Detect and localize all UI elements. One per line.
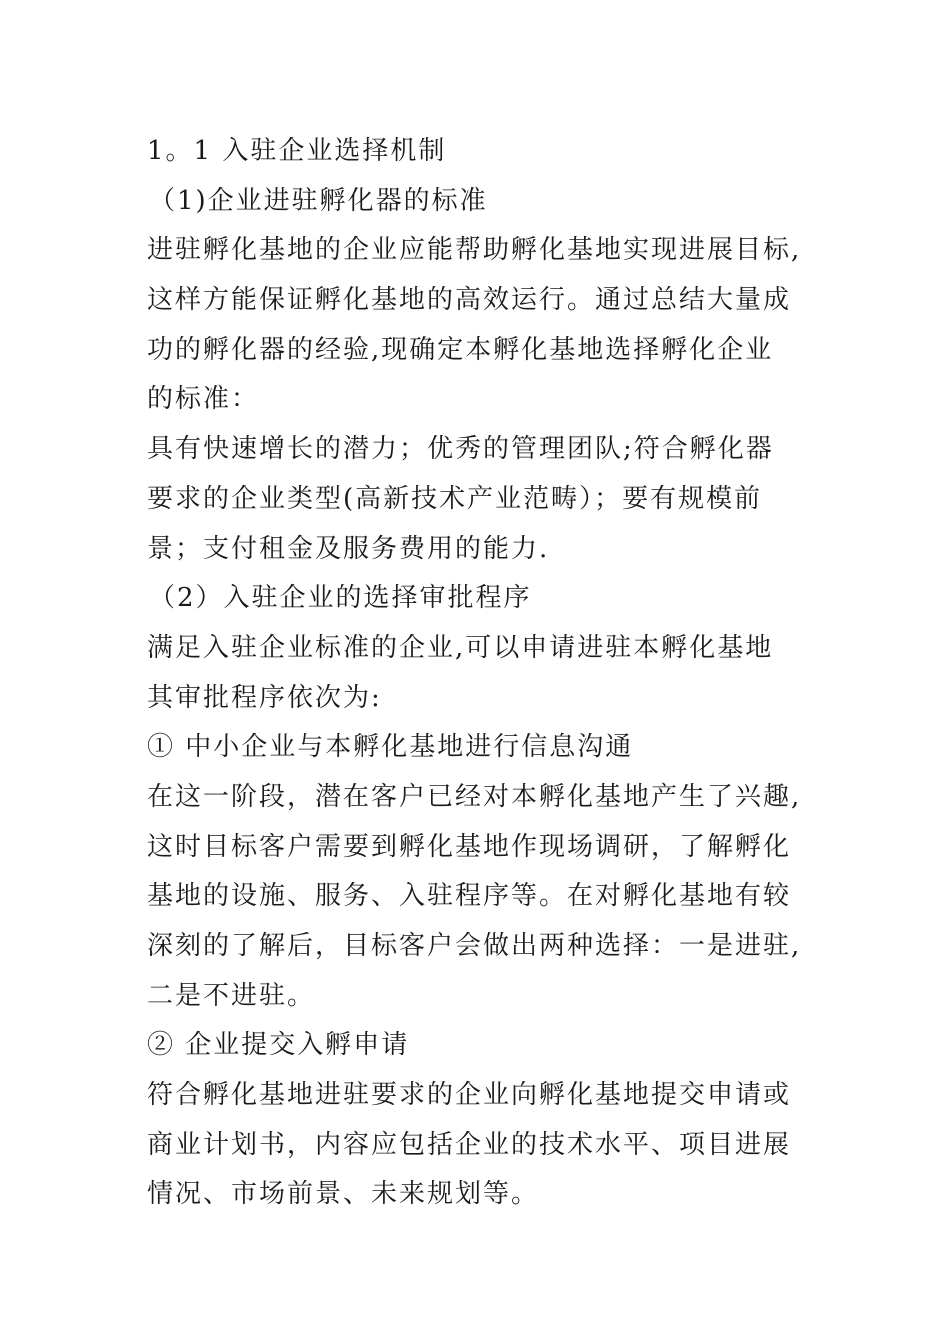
paragraph-line: 情况、市场前景、未来规划等。	[147, 1179, 540, 1210]
paragraph-line: 其审批程序依次为:	[147, 682, 382, 713]
paragraph-line: 功的孵化器的经验,现确定本孵化基地选择孵化企业	[147, 334, 774, 365]
paragraph-line: 深刻的了解后，目标客户会做出两种选择：一是进驻,	[147, 931, 802, 961]
paragraph-line: 满足入驻企业标准的企业,可以申请进驻本孵化基地	[147, 632, 774, 663]
paragraph-line: 要求的企业类型(高新技术产业范畴）；要有规模前	[147, 483, 763, 514]
section-heading: 1。1 入驻企业选择机制	[147, 136, 447, 166]
paragraph-line: 进驻孵化基地的企业应能帮助孵化基地实现进展目标,	[147, 235, 802, 266]
step-title-communication: ① 中小企业与本孵化基地进行信息沟通	[147, 732, 634, 763]
paragraph-line: 这样方能保证孵化基地的高效运行。通过总结大量成	[147, 285, 792, 316]
paragraph-line: 符合孵化基地进驻要求的企业向孵化基地提交申请或	[147, 1080, 792, 1111]
paragraph-line: 基地的设施、服务、入驻程序等。在对孵化基地有较	[147, 881, 792, 912]
paragraph-line: 的标准：	[147, 384, 260, 415]
subsection-title-standards: （1)企业进驻孵化器的标准	[149, 185, 488, 216]
paragraph-line: 二是不进驻。	[147, 980, 316, 1011]
paragraph-line: 景；支付租金及服务费用的能力.	[147, 533, 550, 564]
document-body	[147, 127, 837, 1220]
step-title-application: ② 企业提交入孵申请	[147, 1030, 410, 1061]
paragraph-line: 具有快速增长的潜力；优秀的管理团队;符合孵化器	[147, 434, 774, 465]
subsection-title-procedure: （2）入驻企业的选择审批程序	[149, 583, 532, 614]
paragraph-line: 商业计划书，内容应包括企业的技术水平、项目进展	[147, 1129, 792, 1160]
paragraph-line: 这时目标客户需要到孵化基地作现场调研，了解孵化	[147, 831, 792, 862]
paragraph-line: 在这一阶段，潜在客户已经对本孵化基地产生了兴趣,	[147, 781, 802, 812]
